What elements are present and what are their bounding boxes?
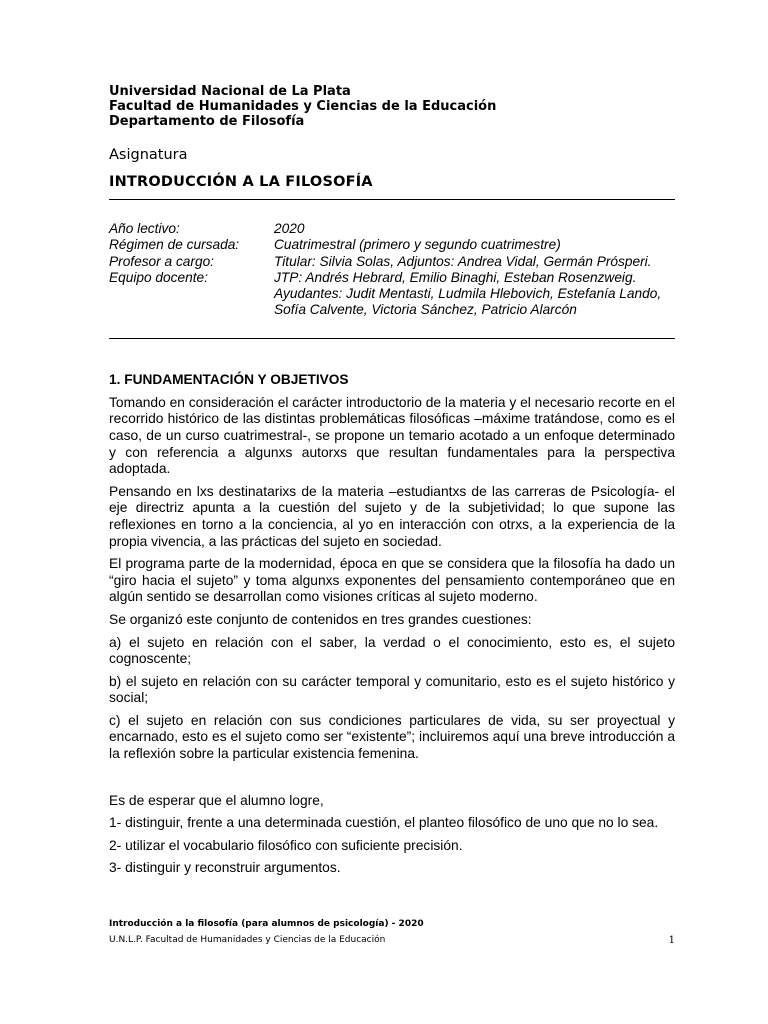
faculty-name: Facultad de Humanidades y Ciencias de la Educación [109,99,497,114]
page-number: 1 [668,935,675,946]
paragraph: Pensando en lxs destinatarixs de la materia –estudiantxs de las carreras de Psicología- el eje directriz apunta a la cuestión del sujeto y de la subjetividad; lo que supone las reflexiones en torno a la conciencia, al yo en interacción con otrxs, a la experiencia de la propia vivencia, a las prácticas del sujeto en sociedad. [109,483,675,549]
info-divider [109,338,675,339]
info-label: Régimen de cursada: [109,237,240,253]
info-row-professor [109,254,675,270]
list-item: b) el sujeto en relación con su carácter temporal y comunitario, esto es el sujeto histórico y social; [109,673,675,706]
info-row-regime [109,237,675,253]
info-value [274,237,675,253]
list-item: a) el sujeto en relación con el saber, la verdad o el conocimiento, esto es, el sujeto cognoscente; [109,634,675,667]
institution-header [109,84,675,129]
aim-item: 2- utilizar el vocabulario filosófico con suficiente precisión. [109,837,463,853]
info-row-team [109,270,675,319]
document-page [109,84,675,877]
footer-title: Introducción a la filosofía (para alumnos de psicología) - 2020 [109,919,424,929]
info-row-year [109,221,675,237]
footer-line [109,935,675,946]
info-value-line: 2020 [274,221,305,236]
department-name: Departamento de Filosofía [109,114,305,129]
aim-item: 1- distinguir, frente a una determinada cuestión, el planteo filosófico de uno que no lo sea. [109,815,659,831]
info-value-line: Sofía Calvente, Victoria Sánchez, Patricio Alarcón [274,302,577,318]
info-value-line: Cuatrimestral (primero y segundo cuatrimestre) [274,237,561,253]
info-value [274,270,675,319]
info-value-line: JTP: Andrés Hebrard, Emilio Binaghi, Esteban Rosenzweig. [274,269,637,285]
footer-institution: U.N.L.P. Facultad de Humanidades y Ciencias de la Educación [109,935,386,945]
info-value-line: Ayudantes: Judit Mentasti, Ludmila Hlebovich, Estefanía Lando, [274,286,662,302]
course-info [109,221,675,319]
paragraph: El programa parte de la modernidad, época en que se considera que la filosofía ha dado un “giro hacia el sujeto” y toma algunxs exponentes del pensamiento contemporáneo que en algún sentido se desarrollan como visiones críticas al sujeto moderno. [109,556,675,605]
info-value [274,254,675,270]
paragraph: Se organizó este conjunto de contenidos en tres grandes cuestiones: [109,611,532,627]
subject-title: INTRODUCCIÓN A LA FILOSOFÍA [109,174,373,190]
info-label: Equipo docente: [109,269,208,285]
university-name: Universidad Nacional de La Plata [109,84,351,99]
subject-label: Asignatura [109,147,188,163]
info-value [274,221,675,237]
list-item: c) el sujeto en relación con sus condiciones particulares de vida, su ser proyectual y encarnado, esto es el sujeto como ser “existente”; incluiremos aquí una breve introducción a la reflexión sobre la particular existencia femenina. [109,712,675,762]
info-value-line: Titular: Silvia Solas, Adjuntos: Andrea Vidal, Germán Prósperi. [274,253,652,269]
page-footer [109,918,675,946]
title-divider [109,199,675,200]
aim-item: 3- distinguir y reconstruir argumentos. [109,860,341,876]
info-label: Profesor a cargo: [109,253,214,269]
paragraph: Tomando en consideración el carácter introductorio de la materia y el necesario recorte en el recorrido histórico de las distintas problemáticas filosóficas –máxime tratándose, como es el caso, de un curso cuatrimestral-, se propone un temario acotado a un enfoque determinado y con referencia a algunxs autorxs que resultan fundamentales para la perspectiva adoptada. [109,394,675,477]
aims-intro: Es de esperar que el alumno logre, [109,792,324,808]
section-heading: 1. FUNDAMENTACIÓN Y OBJETIVOS [109,371,349,387]
info-label: Año lectivo: [109,221,180,236]
